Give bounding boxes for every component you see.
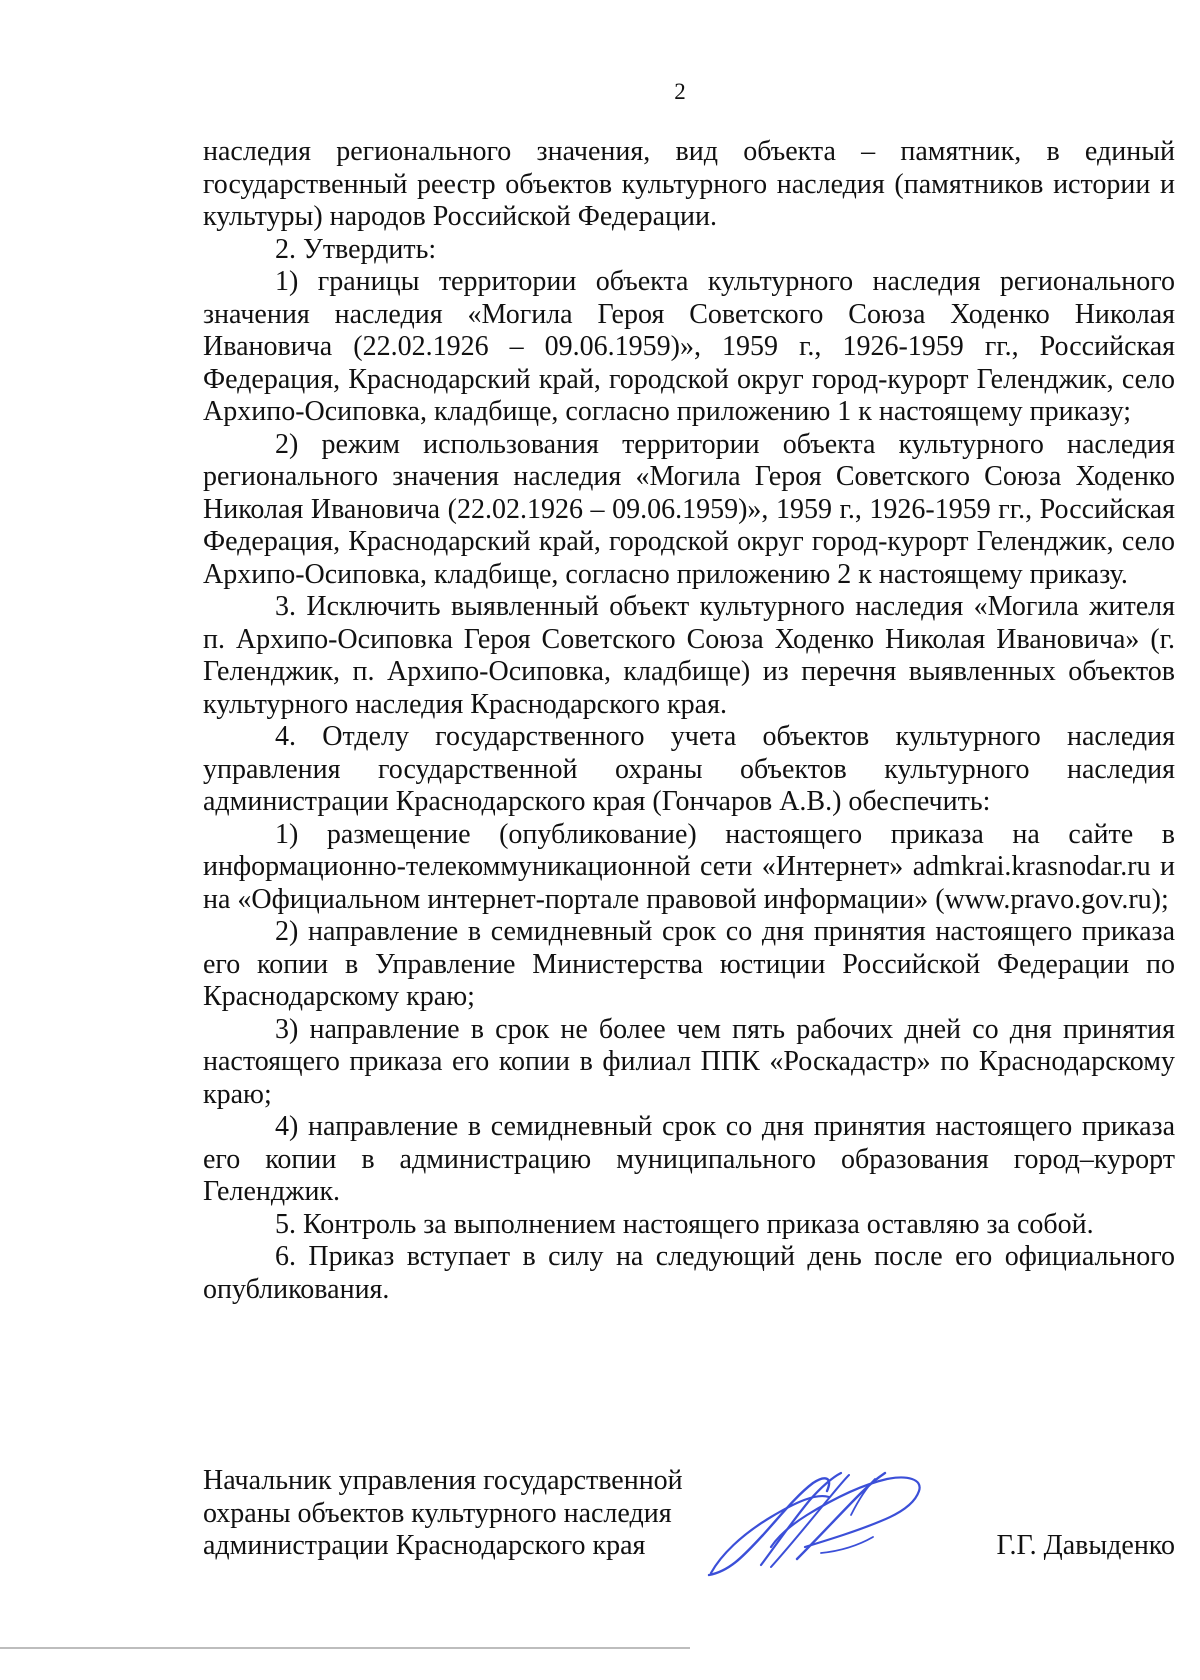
signatory-title (203, 1465, 723, 1563)
page-number: 2 (674, 79, 686, 104)
document-body (203, 136, 1175, 1306)
signatory-name: Г.Г. Давыденко (996, 1530, 1175, 1561)
paragraph-continuation: наследия регионального значения, вид объекта – памятник, в единый государственный реестр объектов культурного наследия (памятников истории и культуры) народов Российской Федерации. (203, 136, 1175, 232)
signature-block (203, 1465, 1175, 1585)
paragraph-item-5: 5. Контроль за выполнением настоящего приказа оставляю за собой. (275, 1208, 1094, 1240)
signatory-title-line: Начальник управления государственной (203, 1465, 683, 1496)
paragraph-item-3: 3. Исключить выявленный объект культурного наследия «Могила жителя п. Архипо-Осиповка Героя Советского Союза Ходенко Николая Ивановича» (г. Геленджик, п. Архипо-Осиповка, кладбище) из перечня выявленных объектов культурного наследия Краснодарского края. (203, 591, 1175, 720)
paragraph-item-4-4: 4) направление в семидневный срок со дня принятия настоящего приказа его копии в администрацию муниципального образования город–курорт Геленджик. (203, 1111, 1175, 1207)
paragraph-item-2-1: 1) границы территории объекта культурного наследия регионального значения наследия «Могила Героя Советского Союза Ходенко Николая Ивановича (22.02.1926 – 09.06.1959)», 1959 г., 1926-1959 гг., Российская Федерация, Краснодарский край, городской округ город-курорт Геленджик, село Архипо-Осиповка, кладбище, согласно приложению 1 к настоящему приказу; (203, 266, 1175, 427)
paragraph-item-4: 4. Отделу государственного учета объектов культурного наследия управления государственной охраны объектов культурного наследия администрации Краснодарского края (Гончаров А.В.) обеспечить: (203, 721, 1175, 817)
signatory-title-line: охраны объектов культурного наследия (203, 1497, 672, 1529)
paragraph-item-4-2: 2) направление в семидневный срок со дня принятия настоящего приказа его копии в Управление Министерства юстиции Российской Федерации по Краснодарскому краю; (203, 916, 1175, 1012)
paragraph-item-4-3: 3) направление в срок не более чем пять рабочих дней со дня принятия настоящего приказа его копии в филиал ППК «Роскадастр» по Краснодарскому краю; (203, 1013, 1175, 1110)
paragraph-item-2: 2. Утвердить: (275, 233, 437, 265)
paragraph-item-4-1: 1) размещение (опубликование) настоящего приказа на сайте в информационно-телекоммуникационной сети «Интернет» admkrai.krasnodar.ru и на «Официальном интернет-портале правовой информации» (www.pravo.gov.ru); (203, 818, 1175, 915)
scan-edge-line (0, 1647, 690, 1649)
handwritten-signature (701, 1455, 931, 1585)
signatory-title-line: администрации Краснодарского края (203, 1530, 646, 1561)
paragraph-item-2-2: 2) режим использования территории объекта культурного наследия регионального значения наследия «Могила Героя Советского Союза Ходенко Николая Ивановича (22.02.1926 – 09.06.1959)», 1959 г., 1926-1959 гг., Российская Федерация, Краснодарский край, городской округ город-курорт Геленджик, село Архипо-Осиповка, кладбище, согласно приложению 2 к настоящему приказу. (203, 428, 1175, 590)
paragraph-item-6: 6. Приказ вступает в силу на следующий день после его официального опубликования. (203, 1241, 1175, 1305)
